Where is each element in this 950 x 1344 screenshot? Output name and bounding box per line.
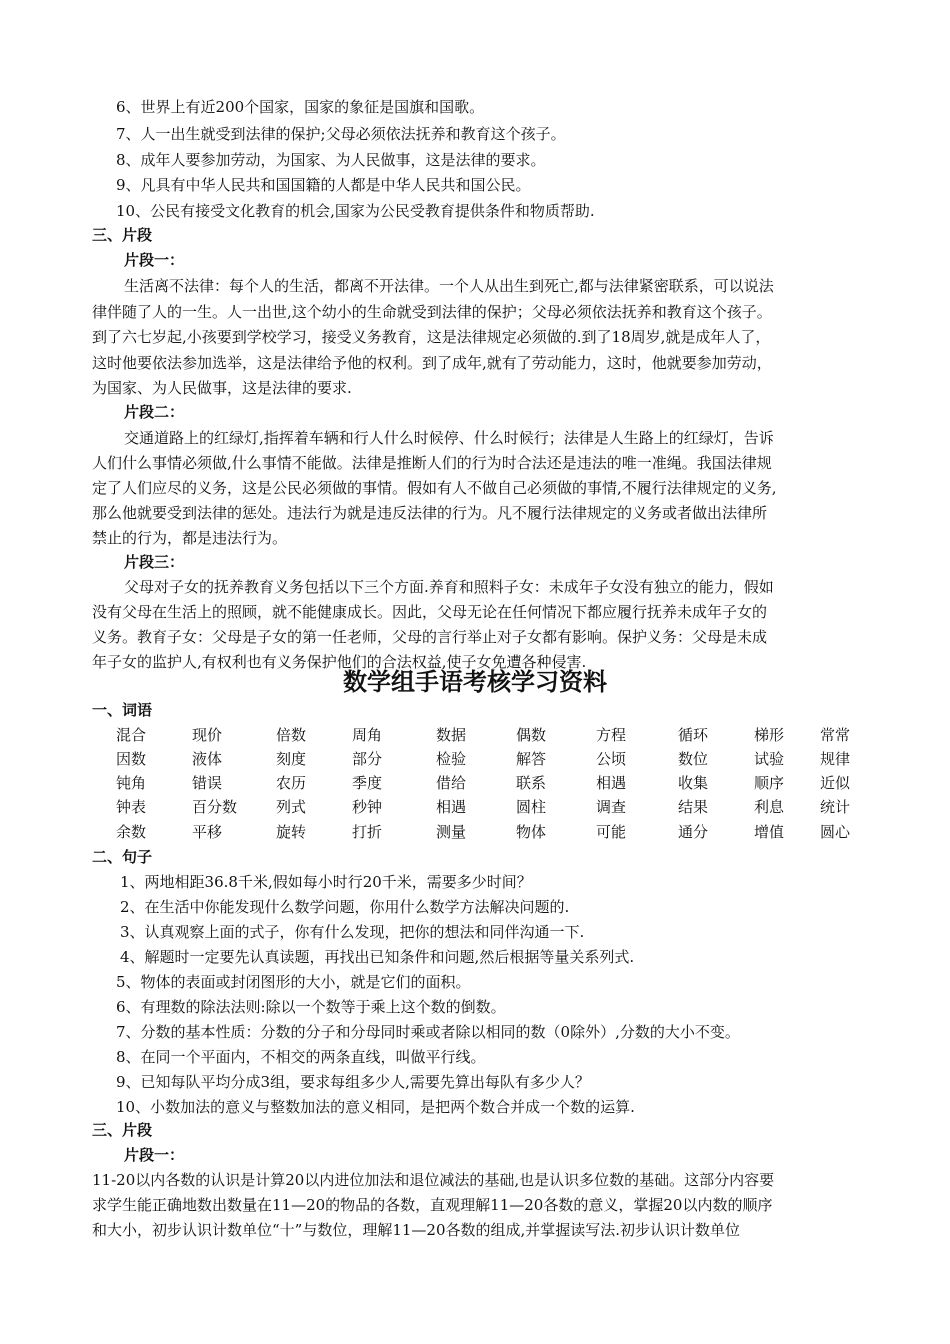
vocab-word: 钝角 xyxy=(116,774,147,792)
fragment-2-line: 人们什么事情必须做,什么事情不能做。法律是推断人们的行为时合法还是违法的唯一准绳。我国法律规 xyxy=(92,454,772,472)
fragment-2-label: 片段二： xyxy=(124,403,185,421)
law-item-8: 8、成年人要参加劳动，为国家、为人民做事，这是法律的要求。 xyxy=(116,151,546,169)
vocab-word: 利息 xyxy=(754,798,785,816)
vocab-word: 圆柱 xyxy=(516,798,547,816)
fragment-2-line: 那么他就要受到法律的惩处。违法行为就是违反法律的行为。凡不履行法律规定的义务或者做出法律所 xyxy=(92,504,768,522)
vocab-word: 百分数 xyxy=(192,798,238,816)
vocab-word: 秒钟 xyxy=(352,798,383,816)
vocab-word: 数据 xyxy=(436,726,467,744)
vocab-word: 调查 xyxy=(596,798,627,816)
fragment-1-line: 生活离不法律：每个人的生活，都离不开法律。一个人从出生到死亡,都与法律紧密联系，可以说法 xyxy=(124,277,774,295)
fragment-2-line: 交通道路上的红绿灯,指挥着车辆和行人什么时候停、什么时候行；法律是人生路上的红绿灯，告诉 xyxy=(124,429,774,447)
sentence-item: 3、认真观察上面的式子，你有什么发现，把你的想法和同伴沟通一下. xyxy=(120,923,585,941)
vocab-word: 解答 xyxy=(516,750,547,768)
fragment-1-label: 片段一： xyxy=(124,251,185,269)
vocab-word: 可能 xyxy=(596,823,627,841)
vocab-word: 混合 xyxy=(116,726,147,744)
vocab-word: 规律 xyxy=(820,750,851,768)
math-section-title: 数学组手语考核学习资料 xyxy=(343,668,607,696)
law-item-9: 9、凡具有中华人民共和国国籍的人都是中华人民共和国公民。 xyxy=(116,176,531,194)
sentence-item: 5、物体的表面或封闭图形的大小，就是它们的面积。 xyxy=(116,973,471,991)
law-item-10: 10、公民有接受文化教育的机会,国家为公民受教育提供条件和物质帮助. xyxy=(116,202,595,220)
vocab-word: 通分 xyxy=(678,823,709,841)
sentence-item: 10、小数加法的意义与整数加法的意义相同，是把两个数合并成一个数的运算. xyxy=(116,1098,635,1116)
vocab-word: 相遇 xyxy=(436,798,467,816)
vocab-row xyxy=(116,748,876,770)
sentence-item: 4、解题时一定要先认真读题，再找出已知条件和问题,然后根据等量关系列式. xyxy=(120,948,635,966)
law-item-6: 6、世界上有近200个国家，国家的象征是国旗和国歌。 xyxy=(116,98,485,116)
fragment-1-line: 律伴随了人的一生。人一出世,这个幼小的生命就受到法律的保护；父母必须依法抚养和教育这个孩子。 xyxy=(92,303,772,321)
vocab-word: 梯形 xyxy=(754,726,785,744)
sentence-item: 1、两地相距36.8千米,假如每小时行20千米，需要多少时间？ xyxy=(120,873,532,891)
vocab-word: 错误 xyxy=(192,774,223,792)
math-fragment-1-line: 11-20以内各数的认识是计算20以内进位加法和退位减法的基础,也是认识多位数的基础。这部分内容要 xyxy=(92,1171,775,1189)
fragment-1-line: 到了六七岁起,小孩要到学校学习，接受义务教育，这是法律规定必须做的.到了18周岁,就是成年人了， xyxy=(92,328,771,346)
sentence-item: 7、分数的基本性质：分数的分子和分母同时乘或者除以相同的数（0除外）,分数的大小不变。 xyxy=(116,1023,740,1041)
vocab-word: 刻度 xyxy=(276,750,307,768)
vocab-row xyxy=(116,796,876,818)
math-fragment-1-line: 求学生能正确地数出数量在11—20的物品的各数，直观理解11—20各数的意义，掌握20以内数的顺序 xyxy=(92,1196,773,1214)
fragment-3-line: 义务。教育子女：父母是子女的第一任老师，父母的言行举止对子女都有影响。保护义务：父母是未成 xyxy=(92,628,768,646)
math-fragment-1-label: 片段一： xyxy=(124,1146,185,1164)
vocab-word: 列式 xyxy=(276,798,307,816)
vocab-word: 周角 xyxy=(352,726,383,744)
vocab-word: 测量 xyxy=(436,823,467,841)
vocab-word: 常常 xyxy=(820,726,851,744)
math-section-heading-fragments: 三、片段 xyxy=(92,1121,153,1139)
fragment-3-line: 年子女的监护人,有权利也有义务保护他们的合法权益,使子女免遭各种侵害. xyxy=(92,653,587,671)
vocab-word: 试验 xyxy=(754,750,785,768)
vocab-word: 公顷 xyxy=(596,750,627,768)
math-fragment-1-line: 和大小，初步认识计数单位“十”与数位，理解11—20各数的组成,并掌握读写法.初步认识计数单位 xyxy=(92,1221,741,1239)
fragment-2-line: 禁止的行为，都是违法行为。 xyxy=(92,529,288,547)
section-heading-fragments: 三、片段 xyxy=(92,226,153,244)
law-item-7: 7、人一出生就受到法律的保护;父母必须依法抚养和教育这个孩子。 xyxy=(116,125,566,143)
vocab-row xyxy=(116,821,876,843)
vocab-word: 液体 xyxy=(192,750,223,768)
sentences-heading: 二、句子 xyxy=(92,848,153,866)
sentence-item: 9、已知每队平均分成3组，要求每组多少人,需要先算出每队有多少人？ xyxy=(116,1073,590,1091)
vocab-word: 圆心 xyxy=(820,823,851,841)
fragment-1-line: 这时他要依法参加选举，这是法律给予他的权利。到了成年,就有了劳动能力，这时，他就要参加劳动， xyxy=(92,354,772,372)
vocab-word: 循环 xyxy=(678,726,709,744)
vocab-word: 近似 xyxy=(820,774,851,792)
vocab-word: 检验 xyxy=(436,750,467,768)
vocab-word: 季度 xyxy=(352,774,383,792)
vocab-word: 偶数 xyxy=(516,726,547,744)
sentence-item: 8、在同一个平面内，不相交的两条直线，叫做平行线。 xyxy=(116,1048,486,1066)
vocab-word: 统计 xyxy=(820,798,851,816)
vocab-row xyxy=(116,724,876,746)
vocab-word: 数位 xyxy=(678,750,709,768)
vocab-word: 物体 xyxy=(516,823,547,841)
vocab-word: 部分 xyxy=(352,750,383,768)
vocab-word: 方程 xyxy=(596,726,627,744)
fragment-3-line: 父母对子女的抚养教育义务包括以下三个方面.养育和照料子女：未成年子女没有独立的能力，假如 xyxy=(124,578,774,596)
fragment-1-line: 为国家、为人民做事，这是法律的要求. xyxy=(92,379,352,397)
vocab-word: 增值 xyxy=(754,823,785,841)
vocab-row xyxy=(116,772,876,794)
vocab-word: 打折 xyxy=(352,823,383,841)
vocab-heading: 一、词语 xyxy=(92,701,153,719)
fragment-3-label: 片段三： xyxy=(124,553,185,571)
vocab-word: 联系 xyxy=(516,774,547,792)
vocab-word: 现价 xyxy=(192,726,223,744)
vocab-word: 余数 xyxy=(116,823,147,841)
fragment-3-line: 没有父母在生活上的照顾，就不能健康成长。因此，父母无论在任何情况下都应履行抚养未成年子女的 xyxy=(92,603,768,621)
vocab-word: 相遇 xyxy=(596,774,627,792)
vocab-word: 借给 xyxy=(436,774,467,792)
fragment-2-line: 定了人们应尽的义务，这是公民必须做的事情。假如有人不做自己必须做的事情,不履行法律规定的义务, xyxy=(92,479,777,497)
sentence-item: 6、有理数的除法法则:除以一个数等于乘上这个数的倒数。 xyxy=(116,998,506,1016)
sentence-item: 2、在生活中你能发现什么数学问题，你用什么数学方法解决问题的. xyxy=(120,898,570,916)
vocab-word: 钟表 xyxy=(116,798,147,816)
vocab-word: 顺序 xyxy=(754,774,785,792)
vocab-word: 平移 xyxy=(192,823,223,841)
vocab-word: 因数 xyxy=(116,750,147,768)
vocab-word: 收集 xyxy=(678,774,709,792)
vocab-word: 结果 xyxy=(678,798,709,816)
vocab-word: 农历 xyxy=(276,774,307,792)
vocab-word: 倍数 xyxy=(276,726,307,744)
vocab-word: 旋转 xyxy=(276,823,307,841)
